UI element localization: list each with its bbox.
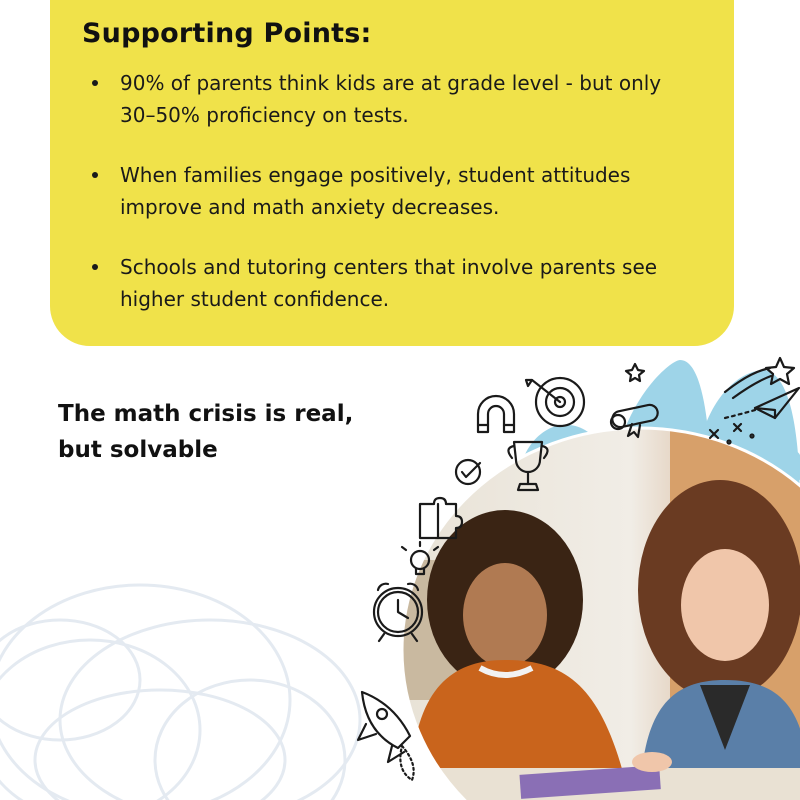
- list-item: When families engage positively, student attitudes improve and math anxiety decreases.: [82, 159, 700, 223]
- supporting-points-card: [50, 0, 734, 346]
- list-item: 90% of parents think kids are at grade level - but only 30–50% proficiency on tests.: [82, 67, 700, 131]
- rocket-icon: [358, 692, 414, 780]
- illustration: [340, 350, 800, 800]
- list-item: Schools and tutoring centers that involve parents see higher student confidence.: [82, 251, 700, 315]
- supporting-points-title: Supporting Points:: [82, 18, 372, 49]
- tutor-and-student-photo: [400, 428, 800, 800]
- supporting-points-list: [82, 67, 700, 315]
- check-icon: [456, 460, 480, 484]
- small-star-icon: [626, 364, 644, 381]
- swirl-decoration: [0, 560, 380, 800]
- section-heading-line-2: but solvable: [58, 437, 218, 463]
- magnet-icon: [478, 396, 514, 432]
- section-heading: [58, 396, 388, 468]
- section-heading-line-1: The math crisis is real,: [58, 401, 354, 427]
- target-icon: [526, 378, 584, 426]
